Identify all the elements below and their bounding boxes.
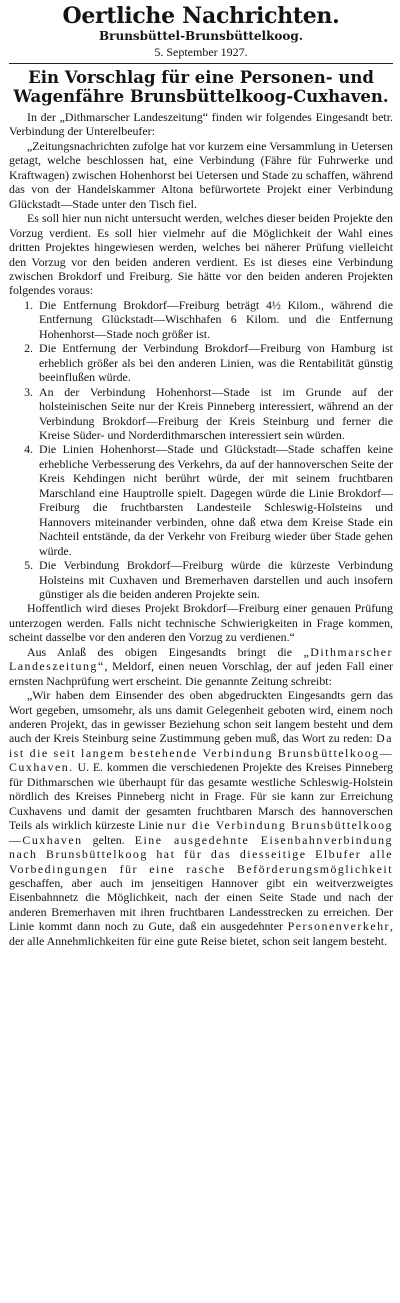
list-item (15, 558, 393, 601)
occasion-paragraph (9, 645, 393, 688)
text-run: U. E. kommen die verschiedenen Projekte des Kreises Pinneberg für Dithmarschen wie überhaupt für das gesamte westliche Schleswig-Holstein nördlich des Kreises Pinneberg nicht in Frage. Für sie kann zur Erreichung Cuxhavens und damit der gesamten fruchtbaren Marsch des hannoverschen Teils als wirklich kürzeste Linie (9, 760, 393, 833)
list-number: 2. (24, 341, 33, 356)
text-run: Aus Anlaß des obigen Eingesandts bringt die (27, 644, 304, 659)
list-item (15, 385, 393, 443)
emphasis-run: Personenverkehr (287, 919, 391, 934)
list-text: Die Entfernung der Verbindung Brokdorf—Freiburg von Hamburg ist erheblich größer als bei den anderen Linien, was die Rentabilität günstig beeinflußen würde. (39, 341, 393, 385)
date-line: 5. September 1927. (154, 45, 248, 59)
list-number: 3. (24, 384, 33, 399)
list-text: Die Linien Hohenhorst—Stade und Glückstadt—Stade schaffen keine erhebliche Verbesserung des Verkehrs, da auf der hannoverschen Seite der Kreis Kehdingen nicht berührt würde, der mit seinem fruchtbaren Marschland eine Hauptrolle spielt. Dagegen würde die Linie Brokdorf—Freiburg die fruchtbarsten Landesteile Schleswig-Holsteins und Hannovers miteinander verbinden, ohne daß etwa dem Kreise Stade ein Nachteil entstände, da der Verkehr von Freiburg wieder über Stade gehen würde. (39, 442, 393, 558)
emphasis-run: nur die Verbindung Brunsbüttelkoog—Cuxhaven (9, 818, 393, 847)
list-text: Die Entfernung Brokdorf—Freiburg beträgt 4½ Kilom., während die Entfernung Glückstadt—Wischhafen 6 Kilom. und die Entfernung Hohenhorst—Stade noch größer ist. (39, 297, 393, 341)
text-run: geschaffen, aber auch im jenseitigen Hannover gibt ein weitverzweigtes Eisenbahnnetz die Möglichkeit, nach der einen Seite Stade und nach der anderen Bremerhaven mit ihren fruchtbaren Landesstrecken zu erreichen. Der Linie kommt dann noch zu Gute, daß ein ausgedehnter (9, 876, 393, 934)
advantages-list (9, 298, 393, 602)
text-run: „Wir haben dem Einsender des oben abgedruckten Eingesandts gern das Wort gegeben, umsomehr, als uns damit Gelegenheit geboten wird, einem noch anderen Projekt, das in gewisser Beziehung schon seit langem besteht und dem auch der Kreis Steinburg seine Zustimmung geben muß, das Wort zu reden: (9, 688, 393, 746)
emphasis-run: Da ist die seit langem bestehende Verbindung Brunsbüttelkoog—Cuxhaven. (9, 731, 393, 775)
list-item (15, 298, 393, 341)
divider (9, 63, 393, 64)
list-number: 1. (24, 297, 33, 312)
text-run: , Meldorf, einen neuen Vorschlag, der auf jeden Fall einer ernsten Nachprüfung wert erscheint. Die genannte Zeitung schreibt: (9, 659, 393, 688)
list-number: 5. (24, 558, 33, 573)
proposal-paragraph (9, 688, 393, 948)
hope-paragraph: Hoffentlich wird dieses Projekt Brokdorf—Freiburg einer genauen Prüfung unterzogen werden. Falls nicht technische Schwierigkeiten in Frage kommen, scheint dasselbe vor den anderen den Vorzug zu verdienen.“ (9, 601, 393, 645)
quote-paragraph: „Zeitungsnachrichten zufolge hat vor kurzem eine Versammlung in Uetersen getagt, welche beschlossen hat, eine Verbindung (Fähre für Fuhrwerke und Kraftwagen) zwischen Hohenhorst bei Uetersen und Stade zu schaffen, während das von der Handelskammer Altona befürwortete Projekt einer Verbindung Glückstadt—Stade unter den Tisch fiel. (9, 138, 393, 211)
intro-paragraph: In der „Dithmarscher Landeszeitung“ finden wir folgendes Eingesandt betr. Verbindung der Unterelbeufer: (9, 110, 393, 139)
place-heading: Brunsbüttel-Brunsbüttelkoog. (99, 29, 303, 43)
list-text: Die Verbindung Brokdorf—Freiburg würde die kürzeste Verbindung Holsteins mit Cuxhaven und Bremerhaven darstellen und auch insofern günstiger als die beiden anderen Projekte sein. (39, 558, 393, 601)
article-title: Ein Vorschlag für eine Personen- und Wagenfähre Brunsbüttelkoog-Cuxhaven. (13, 68, 389, 106)
projects-paragraph: Es soll hier nun nicht untersucht werden, welches dieser beiden Projekte den Vorzug verdient. Es soll hier vielmehr auf die Möglichkeit der Wahl eines dritten Projektes hingewiesen werden, welches bei näherer Prüfung vielleicht den Vorzug vor den beiden anderen verdient. Es ist dieses eine Verbindung zwischen Brokdorf und Freiburg. Sie hätte vor den beiden anderen Projekten folgendes voraus: (9, 211, 393, 298)
list-text: An der Verbindung Hohenhorst—Stade ist im Grunde auf der holsteinischen Seite nur der Kreis Pinneberg interessiert, während an der Verbindung Brokdorf—Freiburg der Kreis Steinburg und ferner die Kreise Süder- und Norderdithmarschen interessiert sein würden. (39, 384, 393, 442)
text-run: , der alle Annehmlichkeiten für eine gute Reise bietet, schon seit langem besteht. (9, 919, 393, 948)
section-headline: Oertliche Nachrichten. (62, 3, 340, 29)
list-item (15, 341, 393, 384)
list-item (15, 442, 393, 558)
emphasis-run: Eine ausgedehnte Eisenbahnverbindung nach Brunsbüttelkoog hat für das diesseitige Elbufer alle Vorbedingungen für eine rasche Beförderungsmöglichkeit (9, 832, 393, 876)
text-run: gelten. (82, 832, 135, 847)
newspaper-name: „Dithmarscher Landeszeitung“ (9, 644, 393, 674)
list-number: 4. (24, 442, 33, 457)
